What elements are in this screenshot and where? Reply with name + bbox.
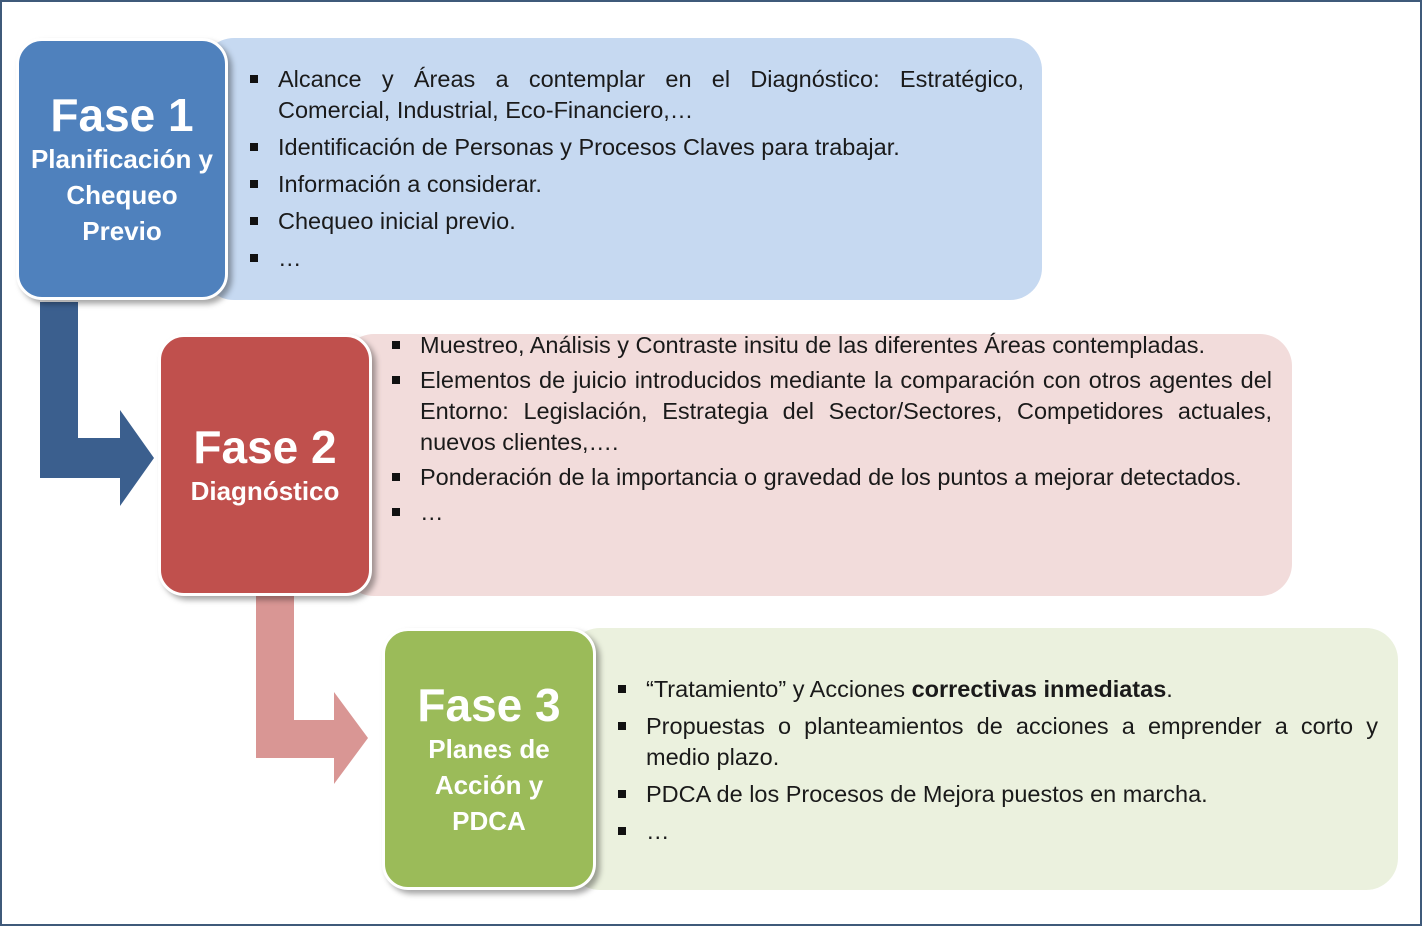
phase3-subtitle-line: PDCA	[452, 806, 526, 836]
phase1-subtitle-line: Previo	[82, 216, 162, 246]
phase2-box	[158, 334, 372, 596]
phase1-item: Información a considerar.	[246, 169, 1024, 200]
phase3-subtitle-line: Planes de	[428, 734, 550, 764]
phase1-item: Chequeo inicial previo.	[246, 206, 1024, 237]
phase3-item: PDCA de los Procesos de Mejora puestos en marcha.	[614, 779, 1378, 810]
phase3-item-emphasis: correctivas inmediatas	[911, 676, 1167, 702]
phase3-item-list	[614, 674, 1378, 853]
phase2-title: Fase 2	[193, 421, 337, 473]
phase1-box	[16, 38, 228, 300]
phase1-item: Identificación de Personas y Procesos Claves para trabajar.	[246, 132, 1024, 163]
phase1-item-list	[246, 64, 1024, 280]
phase1-item: …	[246, 243, 1024, 274]
phase1-subtitle-line: Planificación y	[30, 144, 214, 174]
phase2-item: Elementos de juicio introducidos mediante la comparación con otros agentes del Entorno: Legislación, Estrategia del Sector/Sectores, Competidores actuales, nuevos clientes,….	[388, 365, 1272, 458]
phase3-box	[382, 628, 596, 890]
phase2-item: Muestreo, Análisis y Contraste insitu de las diferentes Áreas contempladas.	[388, 330, 1272, 361]
phase2-item: …	[388, 497, 1272, 528]
phase3-item-text: .	[1166, 676, 1173, 702]
phase3-subtitle-line: Acción y	[434, 770, 544, 800]
phase3-item	[614, 674, 1378, 705]
phase2-item: Ponderación de la importancia o gravedad de los puntos a mejorar detectados.	[388, 462, 1272, 493]
phase1-title: Fase 1	[50, 89, 194, 141]
phase3-item: Propuestas o planteamientos de acciones a emprender a corto y medio plazo.	[614, 711, 1378, 773]
phase3-title: Fase 3	[417, 679, 561, 731]
phase3-item-text: “Tratamiento” y Acciones	[646, 676, 912, 702]
phase3-item: …	[614, 816, 1378, 847]
phase1-item: Alcance y Áreas a contemplar en el Diagnóstico: Estratégico, Comercial, Industrial, Eco-Financiero,…	[246, 64, 1024, 126]
phase1-subtitle-line: Chequeo	[66, 180, 178, 210]
phase2-item-list	[388, 330, 1272, 534]
phase2-subtitle-line: Diagnóstico	[190, 476, 340, 506]
